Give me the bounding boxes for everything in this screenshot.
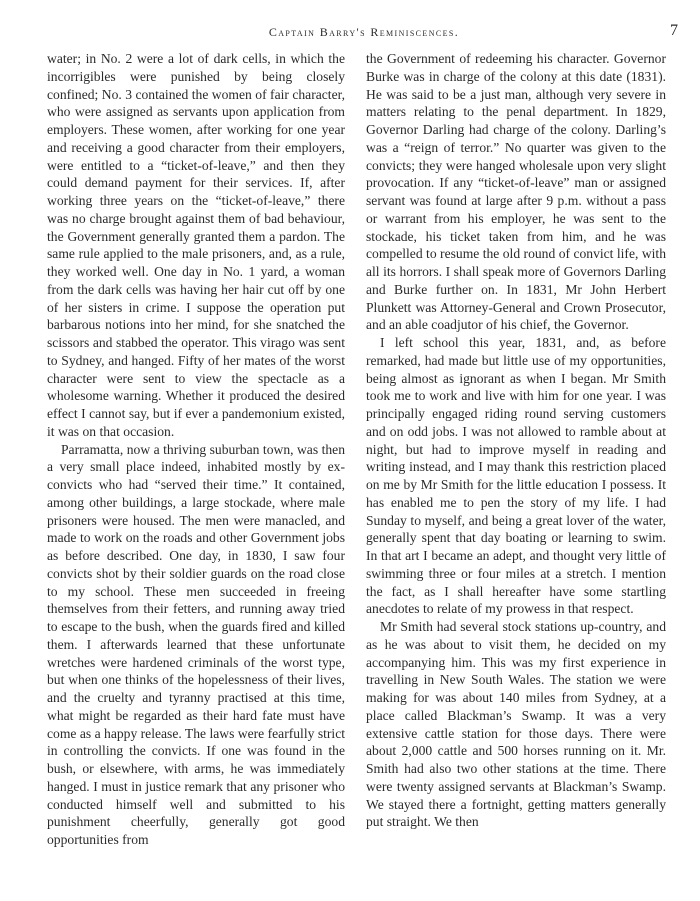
page-number: 7	[670, 22, 678, 39]
paragraph: I left school this year, 1831, and, as before remarked, had made but little use of my opportunities, being almost as ignorant as when I began. Mr Smith took me to work and live with him for one year. I was principally engaged riding round serving customers and on odd jobs. I was not allowed to ramble about at night, but had to improve myself in reading and writing instead, and I may thank this restriction placed on me by Mr Smith for the little education I possess. It has enabled me to pen the story of my life. I had Sunday to myself, and being a great lover of the water, generally spent that day boating or learning to swim. In that art I became an adept, and thought very little of swimming three or four miles at a stretch. I mention the fact, as I shall hereafter have some startling anecdotes to relate of my prowess in that respect.	[366, 335, 666, 617]
page-header	[50, 23, 678, 45]
left-column	[47, 50, 345, 849]
right-column	[366, 50, 666, 831]
paragraph: water; in No. 2 were a lot of dark cells, in which the incorrigibles were punished by being closely confined; No. 3 contained the women of fair character, who were assigned as servants upon application from employers. These women, after working for one year and receiving a good character from their employers, were entitled to a “ticket-of-leave,” and then they could demand payment for their services. If, after working three years on the “ticket-of-leave,” there was no charge brought against them of bad behaviour, the Government generally granted them a pardon. The same rule applied to the male prisoners, and, as a rule, they worked well. One day in No. 1 yard, a woman from the dark cells was having her hair cut off by one of her sisters in crime. I suppose the operation put barbarous notions into her mind, for she snatched the scissors and stabbed the operator. This virago was sent to Sydney, and hanged. Fifty of her mates of the worst character were sent to view the spectacle as a wholesome warning. Whether it produced the desired effect I cannot say, but if ever a pandemonium existed, it was on that occasion.	[47, 51, 345, 439]
paragraph: Mr Smith had several stock stations up-country, and as he was about to visit them, he decided on my accompanying him. This was my first experience in travelling in New South Wales. The station we were making for was about 140 miles from Sydney, at a place called Blackman’s Swamp. It was a very extensive cattle station for those days. There were about 2,000 cattle and 500 horses running on it. Mr. Smith had also two other stations at the time. There were twenty assigned servants at Blackman’s Swamp. We stayed there a fortnight, getting matters generally put straight. We then	[366, 619, 666, 830]
paragraph: the Government of redeeming his character. Governor Burke was in charge of the colony at this date (1831). He was said to be a just man, although very severe in matters relating to the penal department. In 1829, Governor Darling had charge of the colony. Darling’s was a “reign of terror.” No quarter was given to the convicts; they were hanged wholesale upon very slight provocation. If any “ticket-of-leave” man or assigned servant was found at large after 9 p.m. without a pass or warrant from his employer, he was sent to the stockade, his ticket taken from him, and he was compelled to resume the old round of convict life, with all its horrors. I shall speak more of Governors Darling and Burke further on. In 1831, Mr John Herbert Plunkett was Attorney-General and Crown Prosecutor, and an able coadjutor of his chief, the Governor.	[366, 51, 666, 333]
running-title: Captain Barry's Reminiscences.	[268, 25, 460, 39]
paragraph: Parramatta, now a thriving suburban town, was then a very small place indeed, inhabited mostly by ex-convicts who had “served their time.” It contained, among other buildings, a large stockade, where male prisoners were housed. The men were manacled, and made to work on the roads and other Government jobs as before described. One day, in 1830, I saw four convicts shot by their soldier guards on the road close to my school. These men succeeded in freeing themselves from their fetters, and running away tried to escape to the bush, when the guards fired and killed them. I afterwards learned that these unfortunate wretches were hardened criminals of the worst type, but when one thinks of the hopelessness of their lives, and the cruelty and tyranny practised at this time, what might be regarded as their hard fate must have come as a happy release. The laws were fearfully strict in controlling the convicts. If one was found in the bush, or elsewhere, with arms, he was immediately hanged. I must in justice remark that any prisoner who conducted himself well and submitted to his punishment cheerfully, generally got good opportunities from	[47, 441, 345, 847]
